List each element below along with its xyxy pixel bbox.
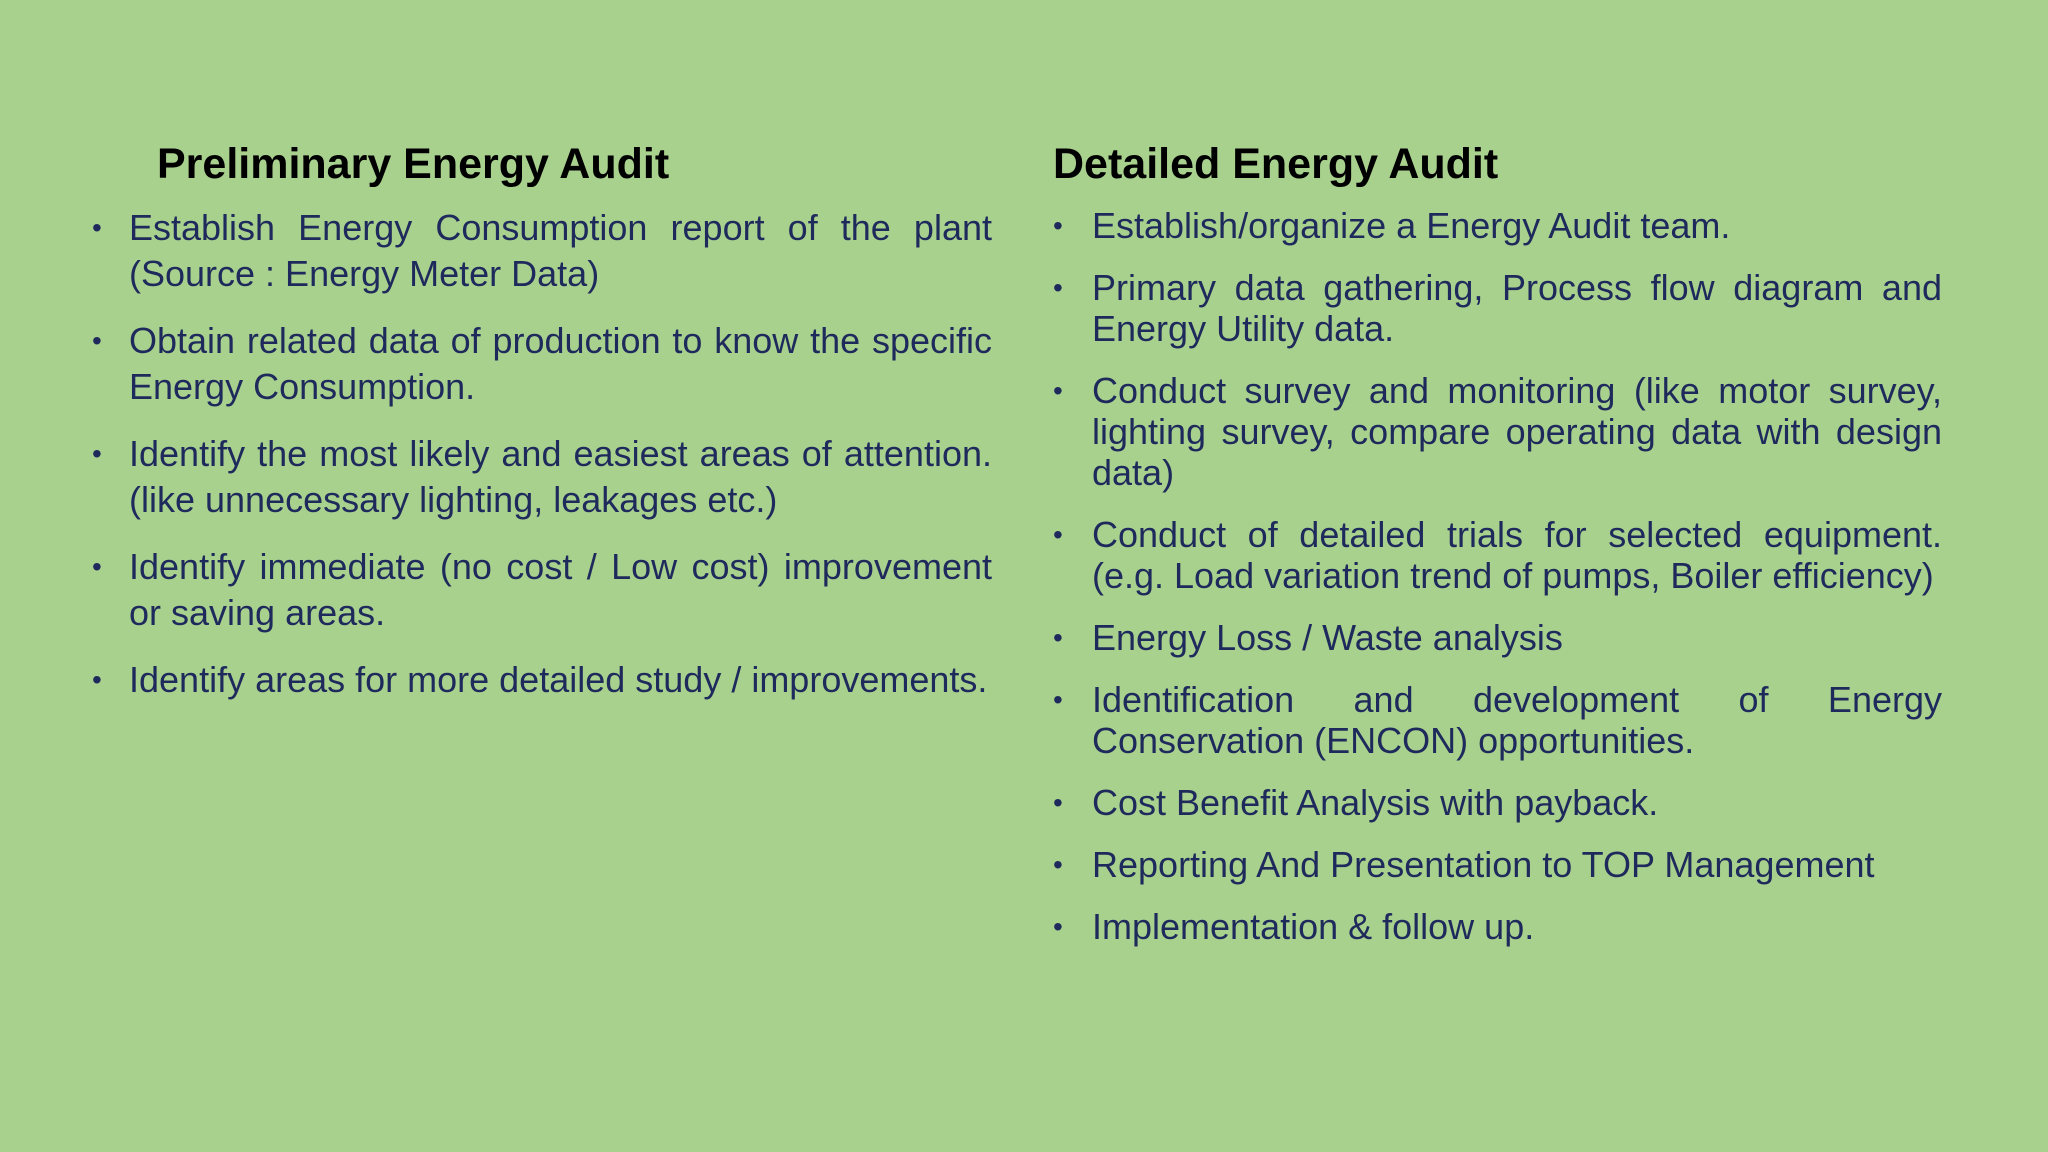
list-item-text: Conduct survey and monitoring (like motor survey, lighting survey, compare operating data with design data) [1092,370,1942,494]
list-item-text: Conduct of detailed trials for selected equipment. (e.g. Load variation trend of pumps, Boiler efficiency) [1092,514,1942,597]
bullet-icon: • [1053,272,1063,304]
list-item-text: Identify areas for more detailed study / improvements. [129,659,988,701]
list-item-text: Primary data gathering, Process flow diagram and Energy Utility data. [1092,267,1942,350]
list-item [1050,844,1942,885]
list-item [88,205,992,297]
list-item-text: Reporting And Presentation to TOP Management [1092,844,1875,886]
bullet-icon: • [1053,849,1063,881]
bullet-icon: • [1053,622,1063,654]
list-item [1050,906,1942,947]
bullet-icon: • [1053,787,1063,819]
list-item-text: Identification and development of Energy Conservation (ENCON) opportunities. [1092,679,1942,762]
list-item [1050,205,1942,246]
detailed-audit-heading: Detailed Energy Audit [1053,140,1499,188]
list-item [88,657,992,703]
list-item [1050,617,1942,658]
list-item [1050,679,1942,761]
detailed-audit-list [1050,205,1942,947]
list-item-text: Identify the most likely and easiest areas of attention. (like unnecessary lighting, leakages etc.) [129,433,992,521]
bullet-icon: • [1053,911,1063,943]
bullet-icon: • [92,664,102,696]
list-item-text: Identify immediate (no cost / Low cost) improvement or saving areas. [129,546,992,634]
list-item-text: Implementation & follow up. [1092,906,1535,948]
list-item [1050,267,1942,349]
bullet-icon: • [1053,375,1063,407]
bullet-icon: • [1053,210,1063,242]
list-item-text: Establish Energy Consumption report of the plant (Source : Energy Meter Data) [129,207,992,295]
list-item [1050,782,1942,823]
preliminary-audit-column [88,140,992,724]
list-item [88,431,992,523]
bullet-icon: • [1053,684,1063,716]
list-item-text: Energy Loss / Waste analysis [1092,617,1563,659]
bullet-icon: • [92,325,102,357]
preliminary-audit-list [88,205,992,703]
preliminary-audit-heading: Preliminary Energy Audit [157,140,670,188]
list-item [88,318,992,410]
bullet-icon: • [92,212,102,244]
list-item-text: Cost Benefit Analysis with payback. [1092,782,1659,824]
list-item-text: Establish/organize a Energy Audit team. [1092,205,1731,247]
list-item [1050,514,1942,596]
list-item [1050,370,1942,493]
bullet-icon: • [92,551,102,583]
detailed-audit-column [1050,140,1942,968]
list-item-text: Obtain related data of production to know the specific Energy Consumption. [129,320,992,408]
list-item [88,544,992,636]
bullet-icon: • [92,438,102,470]
bullet-icon: • [1053,519,1063,551]
